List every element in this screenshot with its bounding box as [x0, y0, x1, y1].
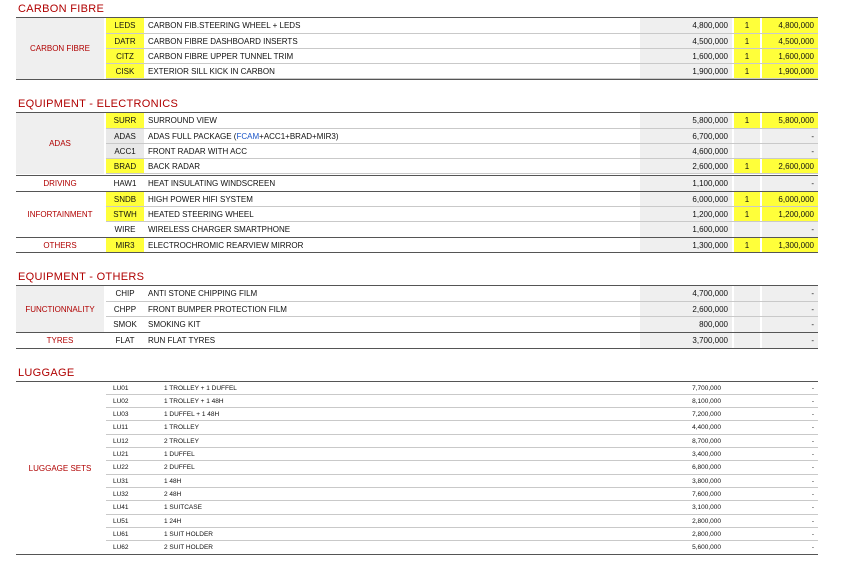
option-quantity[interactable]: 1	[734, 49, 760, 63]
option-row[interactable]	[106, 64, 818, 79]
option-quantity[interactable]: 1	[734, 64, 760, 78]
group-label: CARBON FIBRE	[16, 18, 104, 79]
option-row[interactable]	[106, 382, 818, 395]
section-title: EQUIPMENT - ELECTRONICS	[18, 98, 179, 110]
option-row[interactable]	[106, 34, 818, 49]
option-description: 2 48H	[164, 490, 182, 498]
option-row[interactable]	[106, 286, 818, 302]
option-description: ANTI STONE CHIPPING FILM	[148, 289, 258, 298]
option-code: LU51	[106, 515, 144, 527]
option-group	[16, 192, 818, 237]
option-price: 6,000,000	[640, 192, 732, 206]
option-row[interactable]	[106, 113, 818, 129]
option-row[interactable]	[106, 461, 818, 475]
option-row[interactable]	[106, 222, 818, 237]
option-quantity[interactable]	[734, 222, 760, 237]
option-total: -	[762, 286, 818, 301]
option-description: 1 DUFFEL	[164, 450, 195, 458]
option-total: -	[762, 408, 818, 420]
option-description: SURROUND VIEW	[148, 116, 217, 125]
option-description: EXTERIOR SILL KICK IN CARBON	[148, 66, 275, 76]
option-row[interactable]	[106, 129, 818, 144]
option-total: -	[762, 461, 818, 474]
option-price: 1,900,000	[640, 64, 732, 78]
option-total: 6,000,000	[762, 192, 818, 206]
option-total: -	[762, 475, 818, 487]
option-row[interactable]	[106, 49, 818, 64]
option-code: LU21	[106, 448, 144, 460]
option-description: SMOKING KIT	[148, 320, 201, 329]
option-row[interactable]	[106, 541, 818, 554]
option-code: FLAT	[106, 333, 144, 348]
description-text: +ACC1+BRAD+MIR3)	[259, 131, 339, 141]
option-total: 1,600,000	[762, 49, 818, 63]
group-label: ADAS	[16, 113, 104, 174]
option-description: HEAT INSULATING WINDSCREEN	[148, 179, 276, 188]
option-total: -	[762, 488, 818, 500]
option-total: 2,600,000	[762, 159, 818, 173]
option-price: 3,400,000	[640, 448, 732, 460]
option-quantity[interactable]	[734, 382, 760, 394]
option-total: -	[762, 515, 818, 527]
option-price: 1,200,000	[640, 207, 732, 221]
option-quantity[interactable]: 1	[734, 34, 760, 48]
option-total: -	[762, 129, 818, 143]
option-code: LU12	[106, 435, 144, 447]
option-quantity[interactable]	[734, 176, 760, 191]
option-row[interactable]	[106, 448, 818, 461]
option-row[interactable]	[106, 395, 818, 408]
option-total: -	[762, 435, 818, 447]
option-code: BRAD	[106, 159, 144, 173]
option-description: CARBON FIBRE DASHBOARD INSERTS	[148, 36, 298, 46]
option-quantity[interactable]	[734, 488, 760, 500]
option-quantity[interactable]	[734, 461, 760, 474]
option-row[interactable]	[106, 515, 818, 528]
option-price: 3,700,000	[640, 333, 732, 348]
option-total: -	[762, 541, 818, 554]
option-price: 5,800,000	[640, 113, 732, 128]
option-description: CARBON FIB.STEERING WHEEL + LEDS	[148, 21, 301, 30]
option-price: 5,600,000	[640, 541, 732, 554]
group-divider	[16, 252, 818, 253]
option-code: DATR	[106, 34, 144, 48]
option-row[interactable]	[106, 435, 818, 448]
option-row[interactable]	[106, 488, 818, 501]
option-code: CISK	[106, 64, 144, 78]
option-description: HIGH POWER HIFI SYSTEM	[148, 194, 253, 204]
option-row[interactable]	[106, 317, 818, 332]
option-total: -	[762, 501, 818, 514]
option-description: 1 TROLLEY + 1 DUFFEL	[164, 384, 237, 392]
option-group	[16, 286, 818, 332]
group-divider	[16, 79, 818, 80]
option-code: LU61	[106, 528, 144, 540]
option-row[interactable]	[106, 176, 818, 191]
option-quantity[interactable]	[734, 475, 760, 487]
option-price: 6,700,000	[640, 129, 732, 143]
option-code: SURR	[106, 113, 144, 128]
option-total: -	[762, 448, 818, 460]
option-total: -	[762, 222, 818, 237]
option-price: 4,600,000	[640, 144, 732, 158]
option-price: 3,100,000	[640, 501, 732, 514]
option-quantity[interactable]	[734, 501, 760, 514]
option-total: -	[762, 176, 818, 191]
option-total: 1,300,000	[762, 238, 818, 252]
option-code: STWH	[106, 207, 144, 221]
option-code: CHPP	[106, 302, 144, 316]
option-price: 4,700,000	[640, 286, 732, 301]
option-description: 1 TROLLEY	[164, 424, 199, 431]
option-quantity[interactable]	[734, 302, 760, 316]
option-total: -	[762, 317, 818, 332]
option-total: -	[762, 333, 818, 348]
option-group	[16, 18, 818, 80]
option-price: 3,800,000	[640, 475, 732, 487]
option-total: 4,500,000	[762, 34, 818, 48]
option-price: 7,600,000	[640, 488, 732, 500]
option-code: LU41	[106, 501, 144, 514]
option-price: 4,500,000	[640, 34, 732, 48]
option-price: 2,800,000	[640, 515, 732, 527]
highlighted-code: FCAM	[236, 131, 260, 141]
option-code: LEDS	[106, 18, 144, 33]
option-description: WIRELESS CHARGER SMARTPHONE	[148, 225, 291, 234]
option-code: LU22	[106, 461, 144, 474]
option-description: 1 48H	[164, 477, 182, 485]
option-price: 1,100,000	[640, 176, 732, 191]
option-row[interactable]	[106, 207, 818, 222]
option-code: LU11	[106, 421, 144, 434]
group-label: TYRES	[16, 333, 104, 348]
option-quantity[interactable]	[734, 528, 760, 540]
option-code: CITZ	[106, 49, 144, 63]
option-total: -	[762, 144, 818, 158]
option-description: CARBON FIBRE UPPER TUNNEL TRIM	[148, 51, 294, 61]
option-total: 5,800,000	[762, 113, 818, 128]
option-row[interactable]	[106, 302, 818, 317]
group-label: OTHERS	[16, 238, 104, 252]
option-code: LU01	[106, 382, 144, 394]
option-group	[16, 238, 818, 252]
option-description: RUN FLAT TYRES	[148, 336, 216, 345]
option-price: 4,400,000	[640, 421, 732, 434]
option-quantity[interactable]: 1	[734, 113, 760, 128]
option-quantity[interactable]	[734, 317, 760, 332]
option-price: 4,800,000	[640, 18, 732, 33]
option-description	[146, 129, 630, 143]
option-code: CHIP	[106, 286, 144, 301]
option-quantity[interactable]	[734, 144, 760, 158]
option-total: -	[762, 382, 818, 394]
option-quantity[interactable]	[734, 421, 760, 434]
option-code: ADAS	[106, 129, 144, 143]
option-price: 7,700,000	[640, 382, 732, 394]
group-divider	[16, 348, 818, 349]
option-quantity[interactable]	[734, 541, 760, 554]
option-description: 2 DUFFEL	[164, 464, 195, 471]
option-price: 8,100,000	[640, 395, 732, 407]
group-label: DRIVING	[16, 176, 104, 191]
description-text: ADAS FULL PACKAGE (	[148, 131, 237, 141]
option-total: 1,900,000	[762, 64, 818, 78]
option-quantity[interactable]	[734, 435, 760, 447]
option-description: HEATED STEERING WHEEL	[148, 209, 254, 219]
option-total: 1,200,000	[762, 207, 818, 221]
option-total: 4,800,000	[762, 18, 818, 33]
option-code: WIRE	[106, 222, 144, 237]
option-description: 1 24H	[164, 517, 182, 525]
option-quantity[interactable]: 1	[734, 207, 760, 221]
option-code: ACC1	[106, 144, 144, 158]
group-label: LUGGAGE SETS	[16, 382, 104, 554]
option-description: BACK RADAR	[148, 161, 201, 171]
option-code: SMOK	[106, 317, 144, 332]
option-row[interactable]	[106, 192, 818, 207]
section-title: LUGGAGE	[18, 367, 75, 379]
option-price: 800,000	[640, 317, 732, 332]
group-divider	[16, 554, 818, 555]
option-price: 1,300,000	[640, 238, 732, 252]
option-group	[16, 382, 818, 554]
option-description: 1 SUITCASE	[164, 504, 202, 511]
option-description: 2 SUIT HOLDER	[164, 544, 214, 551]
option-description: 1 DUFFEL + 1 48H	[164, 410, 220, 418]
option-price: 1,600,000	[640, 222, 732, 237]
option-total: -	[762, 421, 818, 434]
option-code: MIR3	[106, 238, 144, 252]
option-group	[16, 113, 818, 175]
option-quantity[interactable]	[734, 286, 760, 301]
option-price: 2,600,000	[640, 159, 732, 173]
option-description: ELECTROCHROMIC REARVIEW MIRROR	[148, 240, 304, 250]
option-quantity[interactable]	[734, 515, 760, 527]
option-price: 2,800,000	[640, 528, 732, 540]
option-price: 7,200,000	[640, 408, 732, 420]
option-total: -	[762, 302, 818, 316]
option-code: LU32	[106, 488, 144, 500]
option-quantity[interactable]	[734, 129, 760, 143]
option-quantity[interactable]: 1	[734, 18, 760, 33]
option-total: -	[762, 395, 818, 407]
option-quantity[interactable]	[734, 408, 760, 420]
option-row[interactable]	[106, 408, 818, 421]
option-group	[16, 333, 818, 348]
option-description: FRONT BUMPER PROTECTION FILM	[148, 304, 287, 314]
option-row[interactable]	[106, 159, 818, 174]
option-description: 1 SUIT HOLDER	[164, 530, 214, 538]
option-quantity[interactable]: 1	[734, 238, 760, 252]
group-label: FUNCTIONNALITY	[16, 286, 104, 332]
option-row[interactable]	[106, 475, 818, 488]
option-description: 2 TROLLEY	[164, 437, 199, 445]
option-code: LU02	[106, 395, 144, 407]
option-price: 6,800,000	[640, 461, 732, 474]
option-code: HAW1	[106, 176, 144, 191]
option-total: -	[762, 528, 818, 540]
option-code: LU03	[106, 408, 144, 420]
section-title: EQUIPMENT - OTHERS	[18, 271, 145, 283]
group-label: INFORTAINMENT	[16, 192, 104, 237]
option-code: LU31	[106, 475, 144, 487]
section-title: CARBON FIBRE	[18, 3, 105, 15]
option-description: 1 TROLLEY + 1 48H	[164, 397, 224, 405]
option-code: LU62	[106, 541, 144, 554]
option-quantity[interactable]	[734, 448, 760, 460]
option-price: 1,600,000	[640, 49, 732, 63]
option-quantity[interactable]	[734, 333, 760, 348]
option-code: SNDB	[106, 192, 144, 206]
option-quantity[interactable]	[734, 395, 760, 407]
option-row[interactable]	[106, 18, 818, 34]
option-row[interactable]	[106, 333, 818, 348]
option-group	[16, 176, 818, 191]
option-quantity[interactable]: 1	[734, 192, 760, 206]
option-row[interactable]	[106, 421, 818, 435]
option-price: 8,700,000	[640, 435, 732, 447]
option-quantity[interactable]: 1	[734, 159, 760, 173]
option-row[interactable]	[106, 501, 818, 515]
option-price: 2,600,000	[640, 302, 732, 316]
option-row[interactable]	[106, 144, 818, 159]
option-row[interactable]	[106, 238, 818, 252]
option-row[interactable]	[106, 528, 818, 541]
option-description: FRONT RADAR WITH ACC	[148, 146, 247, 156]
